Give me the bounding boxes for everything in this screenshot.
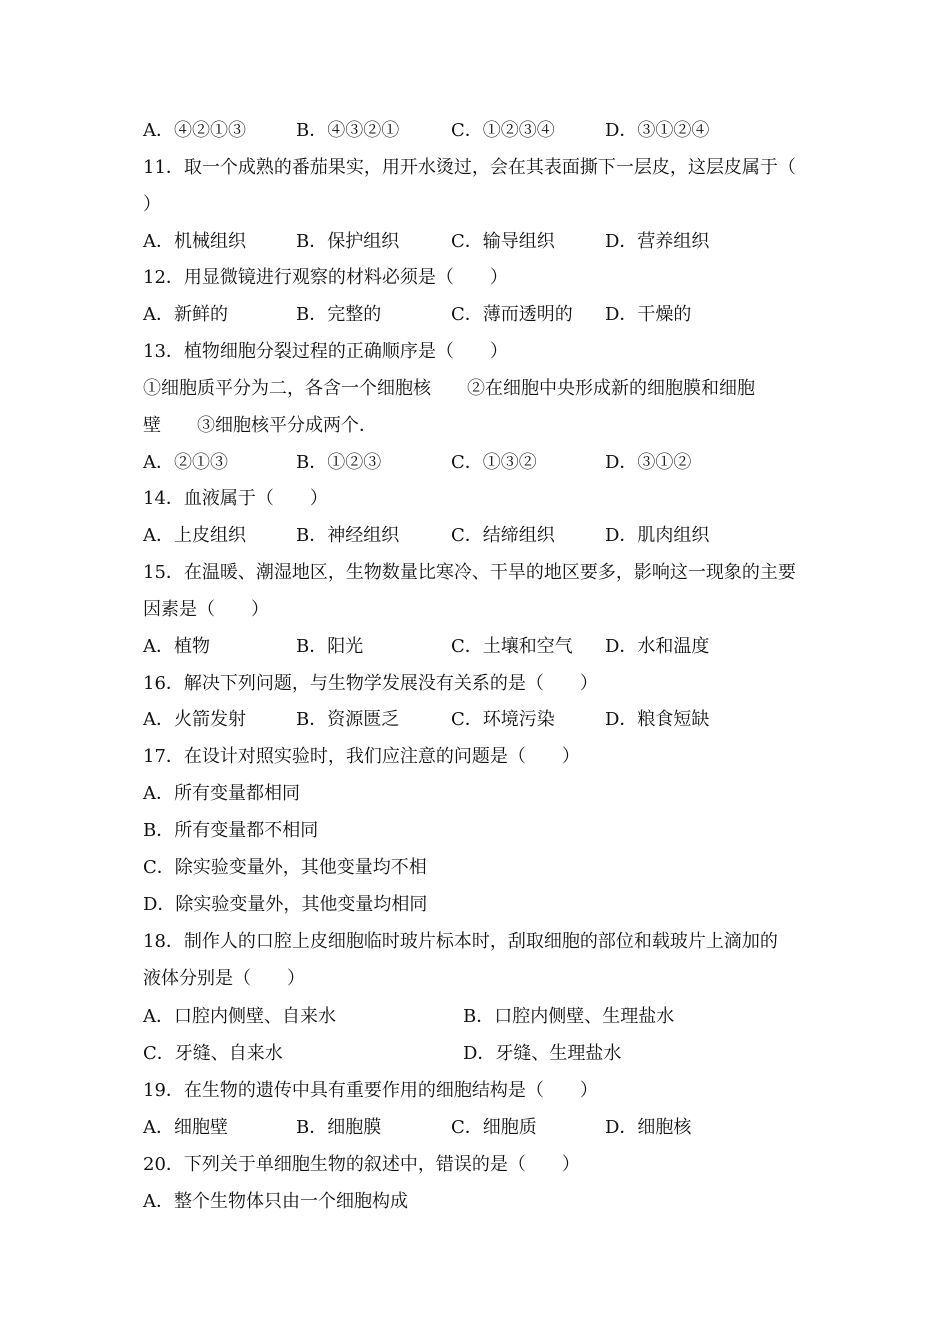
q16-option-a: A．火箭发射 xyxy=(143,709,246,730)
q16-stem: 16．解决下列问题，与生物学发展没有关系的是（ ） xyxy=(143,673,598,694)
q12-option-c: C．薄而透明的 xyxy=(451,304,573,325)
q17-option-b: B．所有变量都不相同 xyxy=(143,820,319,841)
q17-option-c: C．除实验变量外，其他变量均不相 xyxy=(143,857,427,878)
q10-option-a: A．④②①③ xyxy=(143,120,246,141)
q12-option-d: D．干燥的 xyxy=(605,304,692,325)
q14-option-c: C．结缔组织 xyxy=(451,525,555,546)
q17-stem: 17．在设计对照实验时，我们应注意的问题是（ ） xyxy=(143,746,580,767)
q15-option-a: A．植物 xyxy=(143,636,210,657)
q13-statement-2: 壁 ③细胞核平分成两个． xyxy=(143,415,377,436)
q11-stem: 11．取一个成熟的番茄果实，用开水烫过，会在其表面撕下一层皮，这层皮属于（ xyxy=(143,157,796,178)
q12-option-b: B．完整的 xyxy=(296,304,382,325)
q20-option-a: A．整个生物体只由一个细胞构成 xyxy=(143,1191,408,1212)
q14-option-a: A．上皮组织 xyxy=(143,525,246,546)
q18-option-b: B．口腔内侧壁、生理盐水 xyxy=(463,1006,675,1027)
q16-option-d: D．粮食短缺 xyxy=(605,709,710,730)
q16-option-b: B．资源匮乏 xyxy=(296,709,400,730)
q10-option-b: B．④③②① xyxy=(296,120,400,141)
q15-stem-cont: 因素是（ ） xyxy=(143,599,269,620)
q12-stem: 12．用显微镜进行观察的材料必须是（ ） xyxy=(143,267,508,288)
q20-stem: 20．下列关于单细胞生物的叙述中，错误的是（ ） xyxy=(143,1154,580,1175)
q19-stem: 19．在生物的遗传中具有重要作用的细胞结构是（ ） xyxy=(143,1080,598,1101)
q16-option-c: C．环境污染 xyxy=(451,709,555,730)
q10-option-c: C．①②③④ xyxy=(451,120,555,141)
q15-stem: 15．在温暖、潮湿地区，生物数量比寒冷、干旱的地区要多，影响这一现象的主要 xyxy=(143,562,796,583)
q11-stem-cont: ） xyxy=(143,194,161,215)
q18-stem-cont: 液体分别是（ ） xyxy=(143,968,305,989)
q13-option-d: D．③①② xyxy=(605,452,692,473)
q13-statement-1: ①细胞质平分为二，各含一个细胞核 ②在细胞中央形成新的细胞膜和细胞 xyxy=(143,378,755,399)
q19-option-a: A．细胞壁 xyxy=(143,1117,228,1138)
q18-option-d: D．牙缝、生理盐水 xyxy=(463,1043,622,1064)
q12-option-a: A．新鲜的 xyxy=(143,304,228,325)
q19-option-d: D．细胞核 xyxy=(605,1117,692,1138)
q18-option-c: C．牙缝、自来水 xyxy=(143,1043,283,1064)
q13-stem: 13．植物细胞分裂过程的正确顺序是（ ） xyxy=(143,341,508,362)
q19-option-b: B．细胞膜 xyxy=(296,1117,382,1138)
q11-option-d: D．营养组织 xyxy=(605,231,710,252)
q19-option-c: C．细胞质 xyxy=(451,1117,537,1138)
q18-stem: 18．制作人的口腔上皮细胞临时玻片标本时，刮取细胞的部位和载玻片上滴加的 xyxy=(143,931,778,952)
q15-option-b: B．阳光 xyxy=(296,636,364,657)
q17-option-d: D．除实验变量外，其他变量均相同 xyxy=(143,894,428,915)
q13-option-b: B．①②③ xyxy=(296,452,382,473)
q13-option-a: A．②①③ xyxy=(143,452,228,473)
q18-option-a: A．口腔内侧壁、自来水 xyxy=(143,1006,336,1027)
q14-stem: 14．血液属于（ ） xyxy=(143,488,328,509)
q11-option-b: B．保护组织 xyxy=(296,231,400,252)
q14-option-d: D．肌肉组织 xyxy=(605,525,710,546)
q17-option-a: A．所有变量都相同 xyxy=(143,783,300,804)
q15-option-c: C．土壤和空气 xyxy=(451,636,573,657)
q15-option-d: D．水和温度 xyxy=(605,636,710,657)
q11-option-c: C．输导组织 xyxy=(451,231,555,252)
q13-option-c: C．①③② xyxy=(451,452,537,473)
q11-option-a: A．机械组织 xyxy=(143,231,246,252)
q14-option-b: B．神经组织 xyxy=(296,525,400,546)
q10-option-d: D．③①②④ xyxy=(605,120,710,141)
